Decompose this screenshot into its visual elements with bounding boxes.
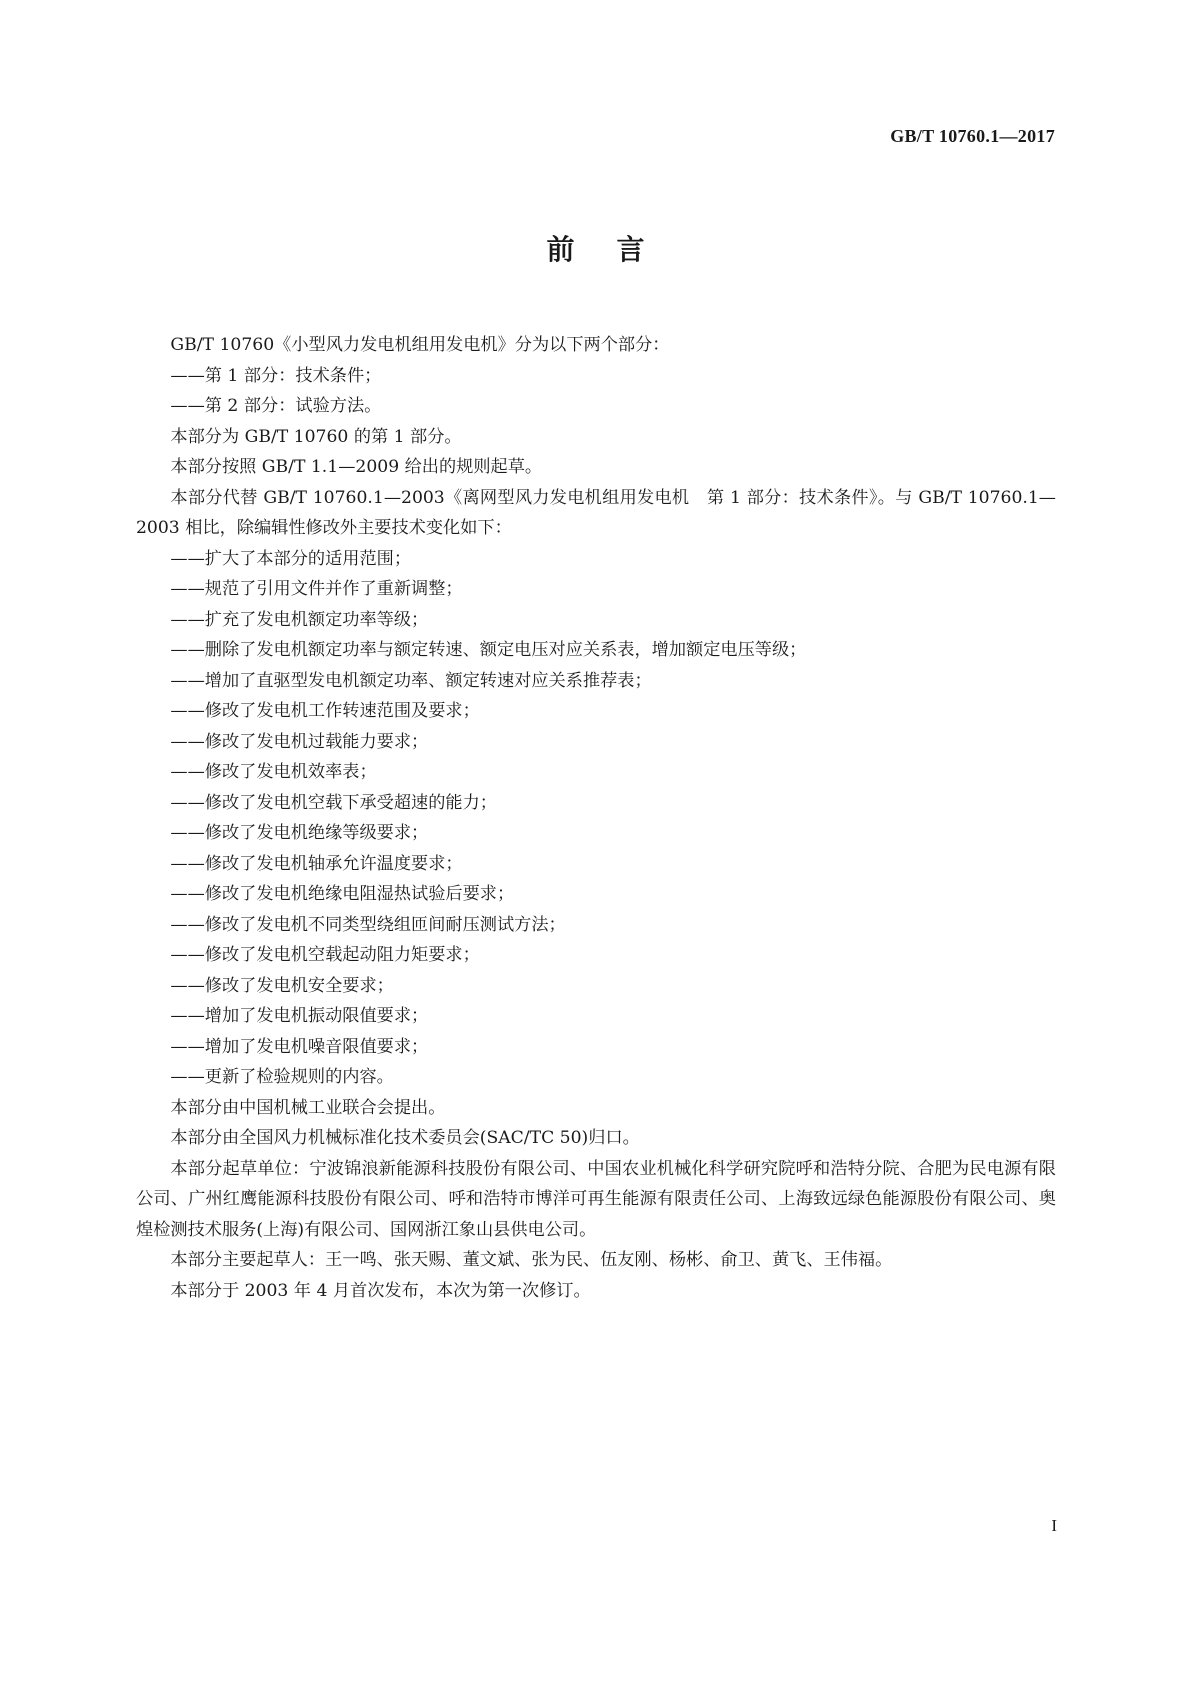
list-item: ——修改了发电机空载起动阻力矩要求； xyxy=(170,945,480,965)
list-item: ——修改了发电机效率表； xyxy=(170,762,377,782)
list-item: ——增加了发电机振动限值要求； xyxy=(170,1006,429,1026)
paragraph-history: 本部分于 2003 年 4 月首次发布，本次为第一次修订。 xyxy=(170,1280,591,1301)
paragraph: 本部分由全国风力机械标准化技术委员会(SAC/TC 50)归口。 xyxy=(170,1128,640,1148)
paragraph-drafters: 本部分主要起草人：王一鸣、张天赐、董文斌、张为民、伍友刚、杨彬、俞卫、黄飞、王伟福。 xyxy=(170,1250,893,1270)
document-body xyxy=(136,330,1056,1306)
document-code: GB/T 10760.1—2017 xyxy=(890,126,1055,146)
list-item: ——扩大了本部分的适用范围； xyxy=(170,548,412,569)
list-item: ——修改了发电机过载能力要求； xyxy=(170,731,429,752)
list-item: ——增加了发电机噪音限值要求； xyxy=(170,1036,429,1057)
page-number: I xyxy=(1051,1516,1057,1535)
paragraph: 本部分为 GB/T 10760 的第 1 部分。 xyxy=(170,426,462,447)
list-item: ——修改了发电机绝缘等级要求； xyxy=(170,823,429,843)
list-item: ——更新了检验规则的内容。 xyxy=(170,1067,394,1087)
list-item: ——增加了直驱型发电机额定功率、额定转速对应关系推荐表； xyxy=(170,670,652,691)
paragraph-replacement: 本部分代替 GB/T 10760.1—2003《离网型风力发电机组用发电机 第 1 部分：技术条件》。与 GB/T 10760.1—2003 相比，除编辑性修改外主要技术变化如下： xyxy=(136,487,1056,538)
paragraph: 本部分按照 GB/T 1.1—2009 给出的规则起草。 xyxy=(170,457,543,477)
list-item: ——修改了发电机空载下承受超速的能力； xyxy=(170,792,497,813)
paragraph: 本部分由中国机械工业联合会提出。 xyxy=(170,1097,446,1118)
paragraph-intro: GB/T 10760《小型风力发电机组用发电机》分为以下两个部分： xyxy=(170,335,670,355)
list-item: ——修改了发电机安全要求； xyxy=(170,975,394,996)
paragraph-drafting-units: 本部分起草单位：宁波锦浪新能源科技股份有限公司、中国农业机械化科学研究院呼和浩特分院、合肥为民电源有限公司、广州红鹰能源科技股份有限公司、呼和浩特市博洋可再生能源有限责任公司、上海致远绿色能源股份有限公司、奥煌检测技术服务(上海)有限公司、国网浙江象山县供电公司。 xyxy=(136,1158,1056,1240)
list-item: ——第 2 部分：试验方法。 xyxy=(170,396,382,416)
list-item: ——修改了发电机绝缘电阻湿热试验后要求； xyxy=(170,884,515,904)
list-item: ——扩充了发电机额定功率等级； xyxy=(170,609,429,630)
list-item: ——第 1 部分：技术条件； xyxy=(170,365,382,386)
page-title: 前言 xyxy=(546,233,687,266)
list-item: ——修改了发电机不同类型绕组匝间耐压测试方法； xyxy=(170,914,566,935)
list-item: ——修改了发电机工作转速范围及要求； xyxy=(170,701,480,721)
list-item: ——删除了发电机额定功率与额定转速、额定电压对应关系表，增加额定电压等级； xyxy=(170,640,807,660)
list-item: ——修改了发电机轴承允许温度要求； xyxy=(170,853,463,874)
list-item: ——规范了引用文件并作了重新调整； xyxy=(170,579,463,599)
